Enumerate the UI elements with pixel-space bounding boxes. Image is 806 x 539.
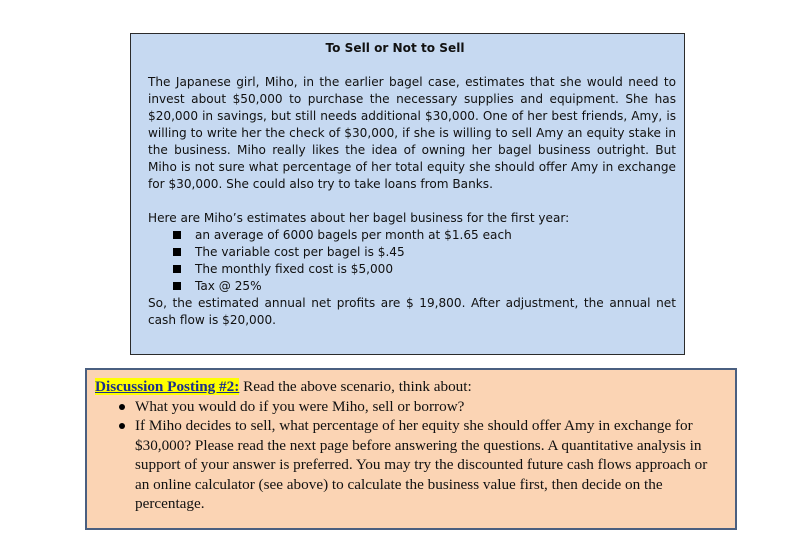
discussion-question: What you would do if you were Miho, sell or borrow? [135, 397, 465, 415]
estimates-intro: Here are Miho’s estimates about her bagel business for the first year: [148, 211, 570, 225]
estimates-list [148, 227, 676, 295]
estimate-text: Tax @ 25% [195, 279, 262, 293]
square-bullet-icon [173, 265, 181, 273]
estimate-text: The monthly fixed cost is $5,000 [195, 262, 394, 276]
discussion-heading [95, 377, 725, 397]
discussion-lead: Read the above scenario, think about: [239, 378, 472, 395]
discussion-question: If Miho decides to sell, what percentage of her equity she should offer Amy in exchange for $30,000? Please read the next page before answering the questions. A quantitative analysis in support of your answer is preferred. You may try the discounted future cash flows approach or an online calculator (see above) to calculate the business value first, then decide on the percentage. [135, 417, 708, 512]
list-item [173, 244, 676, 261]
discussion-box [85, 368, 737, 530]
estimate-text: an average of 6000 bagels per month at $1.65 each [195, 228, 512, 242]
list-item [117, 397, 725, 417]
square-bullet-icon [173, 282, 181, 290]
case-conclusion: So, the estimated annual net profits are $ 19,800. After adjustment, the annual net cash flow is $20,000. [148, 296, 676, 327]
round-bullet-icon [119, 423, 125, 429]
square-bullet-icon [173, 231, 181, 239]
list-item [117, 416, 725, 514]
case-box [130, 33, 685, 355]
list-item [173, 261, 676, 278]
square-bullet-icon [173, 248, 181, 256]
list-item [173, 227, 676, 244]
case-paragraph: The Japanese girl, Miho, in the earlier bagel case, estimates that she would need to invest about $50,000 to purchase the necessary supplies and equipment. She has $20,000 in savings, but still needs additional $30,000. One of her best friends, Amy, is willing to write her the check of $30,000, if she is willing to sell Amy an equity stake in the business. Miho really likes the idea of owning her bagel business outright. But Miho is not sure what percentage of her total equity she should offer Amy in exchange for $30,000. She could also try to take loans from Banks. [148, 75, 676, 191]
discussion-label: Discussion Posting #2: [95, 378, 240, 395]
estimate-text: The variable cost per bagel is $.45 [195, 245, 405, 259]
discussion-list [95, 397, 725, 514]
list-item [173, 278, 676, 295]
round-bullet-icon [119, 404, 125, 410]
case-title: To Sell or Not to Sell [325, 41, 465, 55]
